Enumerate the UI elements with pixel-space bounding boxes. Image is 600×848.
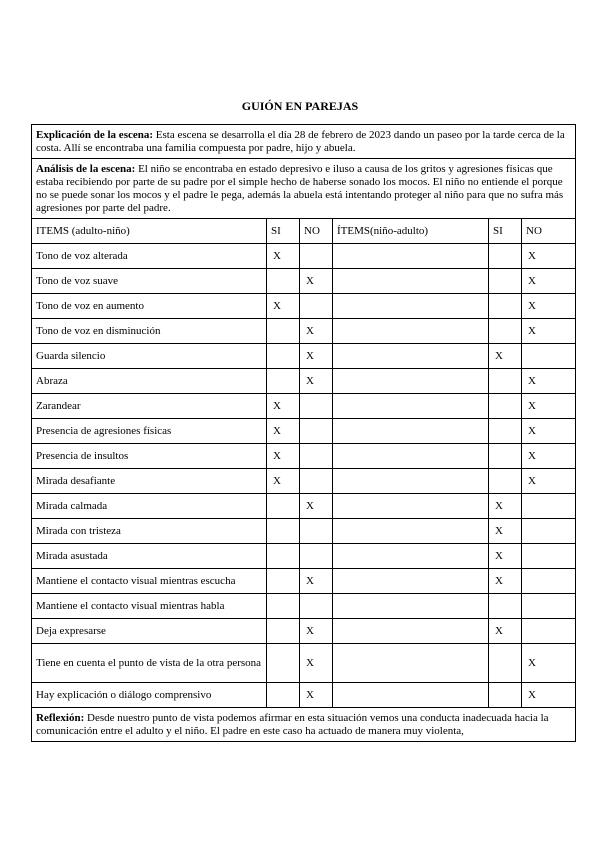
no-adult-cell: X (300, 644, 333, 683)
si-adult-cell: X (267, 469, 300, 494)
table-row (32, 294, 576, 319)
si-child-cell: X (489, 569, 522, 594)
table-row (32, 494, 576, 519)
si-child-cell (489, 419, 522, 444)
no-adult-cell: X (300, 683, 333, 708)
no-child-cell: X (522, 294, 576, 319)
no-adult-cell (300, 469, 333, 494)
si-adult-cell (267, 494, 300, 519)
item-cell: Mirada calmada (32, 494, 267, 519)
table-row (32, 619, 576, 644)
analysis-label: Análisis de la escena: (36, 163, 136, 175)
table-row (32, 269, 576, 294)
no-adult-cell (300, 394, 333, 419)
no-child-cell: X (522, 644, 576, 683)
header-si-adult: SI (267, 219, 300, 244)
item-cell: Abraza (32, 369, 267, 394)
no-child-cell: X (522, 319, 576, 344)
reflection-row (32, 708, 576, 742)
table-row (32, 344, 576, 369)
explanation-text: Esta escena se desarrolla el día 28 de febrero de 2023 dando un paseo por la tarde cerca de la costa. Allí se encontraba una familia compuesta por padre, hijo y abuela. (36, 129, 565, 154)
no-adult-cell (300, 544, 333, 569)
si-child-cell: X (489, 344, 522, 369)
si-child-cell (489, 683, 522, 708)
document-title: GUIÓN EN PAREJAS (241, 99, 359, 113)
table-row (32, 644, 576, 683)
child-item-cell (333, 269, 489, 294)
si-child-cell (489, 244, 522, 269)
no-adult-cell: X (300, 319, 333, 344)
no-adult-cell (300, 444, 333, 469)
scene-table (31, 124, 576, 742)
item-cell: Mirada con tristeza (32, 519, 267, 544)
no-adult-cell (300, 594, 333, 619)
child-item-cell (333, 544, 489, 569)
no-child-cell (522, 569, 576, 594)
item-cell: Hay explicación o diálogo comprensivo (32, 683, 267, 708)
si-child-cell (489, 294, 522, 319)
child-item-cell (333, 244, 489, 269)
table-row (32, 444, 576, 469)
si-adult-cell: X (267, 444, 300, 469)
no-child-cell: X (522, 369, 576, 394)
si-adult-cell: X (267, 294, 300, 319)
item-cell: Mirada asustada (32, 544, 267, 569)
reflection-label: Reflexión: (36, 712, 85, 724)
table-row (32, 319, 576, 344)
item-cell: Tiene en cuenta el punto de vista de la otra persona (32, 644, 267, 683)
child-item-cell (333, 469, 489, 494)
header-items-adult: ITEMS (adulto-niño) (32, 219, 267, 244)
table-row (32, 244, 576, 269)
si-adult-cell (267, 519, 300, 544)
no-adult-cell (300, 244, 333, 269)
si-child-cell: X (489, 519, 522, 544)
item-cell: Tono de voz alterada (32, 244, 267, 269)
no-adult-cell: X (300, 269, 333, 294)
header-si-child: SI (489, 219, 522, 244)
si-child-cell (489, 269, 522, 294)
si-child-cell (489, 469, 522, 494)
no-child-cell: X (522, 419, 576, 444)
si-adult-cell (267, 619, 300, 644)
table-row (32, 594, 576, 619)
si-child-cell: X (489, 544, 522, 569)
no-child-cell (522, 619, 576, 644)
si-adult-cell (267, 319, 300, 344)
child-item-cell (333, 294, 489, 319)
no-adult-cell: X (300, 619, 333, 644)
child-item-cell (333, 319, 489, 344)
si-adult-cell (267, 594, 300, 619)
si-adult-cell: X (267, 394, 300, 419)
item-cell: Zarandear (32, 394, 267, 419)
child-item-cell (333, 569, 489, 594)
explanation-label: Explicación de la escena: (36, 129, 154, 141)
child-item-cell (333, 419, 489, 444)
header-no-child: NO (522, 219, 576, 244)
analysis-row (32, 159, 576, 219)
header-row (32, 219, 576, 244)
explanation-cell (32, 125, 576, 159)
si-child-cell (489, 644, 522, 683)
item-cell: Mantiene el contacto visual mientras escucha (32, 569, 267, 594)
si-adult-cell: X (267, 244, 300, 269)
si-child-cell (489, 444, 522, 469)
si-adult-cell: X (267, 419, 300, 444)
child-item-cell (333, 369, 489, 394)
header-no-adult: NO (300, 219, 333, 244)
no-adult-cell: X (300, 494, 333, 519)
no-adult-cell: X (300, 569, 333, 594)
si-adult-cell (267, 644, 300, 683)
reflection-text: Desde nuestro punto de vista podemos afirmar en esta situación vemos una conducta inadecuada hacia la comunicación entre el adulto y el niño. El padre en este caso ha actuado de manera muy violenta, (36, 712, 549, 737)
analysis-cell (32, 159, 576, 219)
item-cell: Presencia de insultos (32, 444, 267, 469)
item-cell: Mantiene el contacto visual mientras habla (32, 594, 267, 619)
no-child-cell: X (522, 394, 576, 419)
explanation-row (32, 125, 576, 159)
item-cell: Mirada desafiante (32, 469, 267, 494)
si-adult-cell (267, 344, 300, 369)
table-row (32, 394, 576, 419)
si-adult-cell (267, 369, 300, 394)
reflection-cell (32, 708, 576, 742)
si-adult-cell (267, 569, 300, 594)
item-cell: Tono de voz suave (32, 269, 267, 294)
analysis-text: El niño se encontraba en estado depresivo e iluso a causa de los gritos y agresiones físicas que estaba recibiendo por parte de su padre por el simple hecho de haberse sonado los mocos. El niño no entiende el porque no se puede sonar los mocos y el padre le pega, además la abuela está intentando proteger al niño para que no sufra más agresiones por parte del padre. (36, 163, 564, 214)
si-child-cell (489, 394, 522, 419)
si-child-cell: X (489, 619, 522, 644)
child-item-cell (333, 644, 489, 683)
table-row (32, 419, 576, 444)
table-row (32, 569, 576, 594)
table-row (32, 544, 576, 569)
no-child-cell (522, 594, 576, 619)
child-item-cell (333, 519, 489, 544)
no-adult-cell (300, 519, 333, 544)
table-row (32, 519, 576, 544)
child-item-cell (333, 619, 489, 644)
no-adult-cell (300, 419, 333, 444)
header-items-child: ÍTEMS(niño-adulto) (333, 219, 489, 244)
no-child-cell: X (522, 244, 576, 269)
no-adult-cell: X (300, 369, 333, 394)
item-cell: Presencia de agresiones físicas (32, 419, 267, 444)
no-child-cell: X (522, 683, 576, 708)
si-child-cell (489, 594, 522, 619)
no-child-cell (522, 494, 576, 519)
no-adult-cell: X (300, 344, 333, 369)
item-cell: Guarda silencio (32, 344, 267, 369)
no-child-cell (522, 344, 576, 369)
no-adult-cell (300, 294, 333, 319)
item-cell: Tono de voz en aumento (32, 294, 267, 319)
si-child-cell: X (489, 494, 522, 519)
si-adult-cell (267, 683, 300, 708)
child-item-cell (333, 394, 489, 419)
no-child-cell: X (522, 444, 576, 469)
child-item-cell (333, 344, 489, 369)
no-child-cell (522, 544, 576, 569)
table-row (32, 683, 576, 708)
item-cell: Deja expresarse (32, 619, 267, 644)
item-cell: Tono de voz en disminución (32, 319, 267, 344)
child-item-cell (333, 494, 489, 519)
no-child-cell (522, 519, 576, 544)
no-child-cell: X (522, 269, 576, 294)
child-item-cell (333, 594, 489, 619)
si-adult-cell (267, 544, 300, 569)
no-child-cell: X (522, 469, 576, 494)
child-item-cell (333, 444, 489, 469)
child-item-cell (333, 683, 489, 708)
table-row (32, 469, 576, 494)
si-child-cell (489, 319, 522, 344)
si-adult-cell (267, 269, 300, 294)
si-child-cell (489, 369, 522, 394)
table-row (32, 369, 576, 394)
